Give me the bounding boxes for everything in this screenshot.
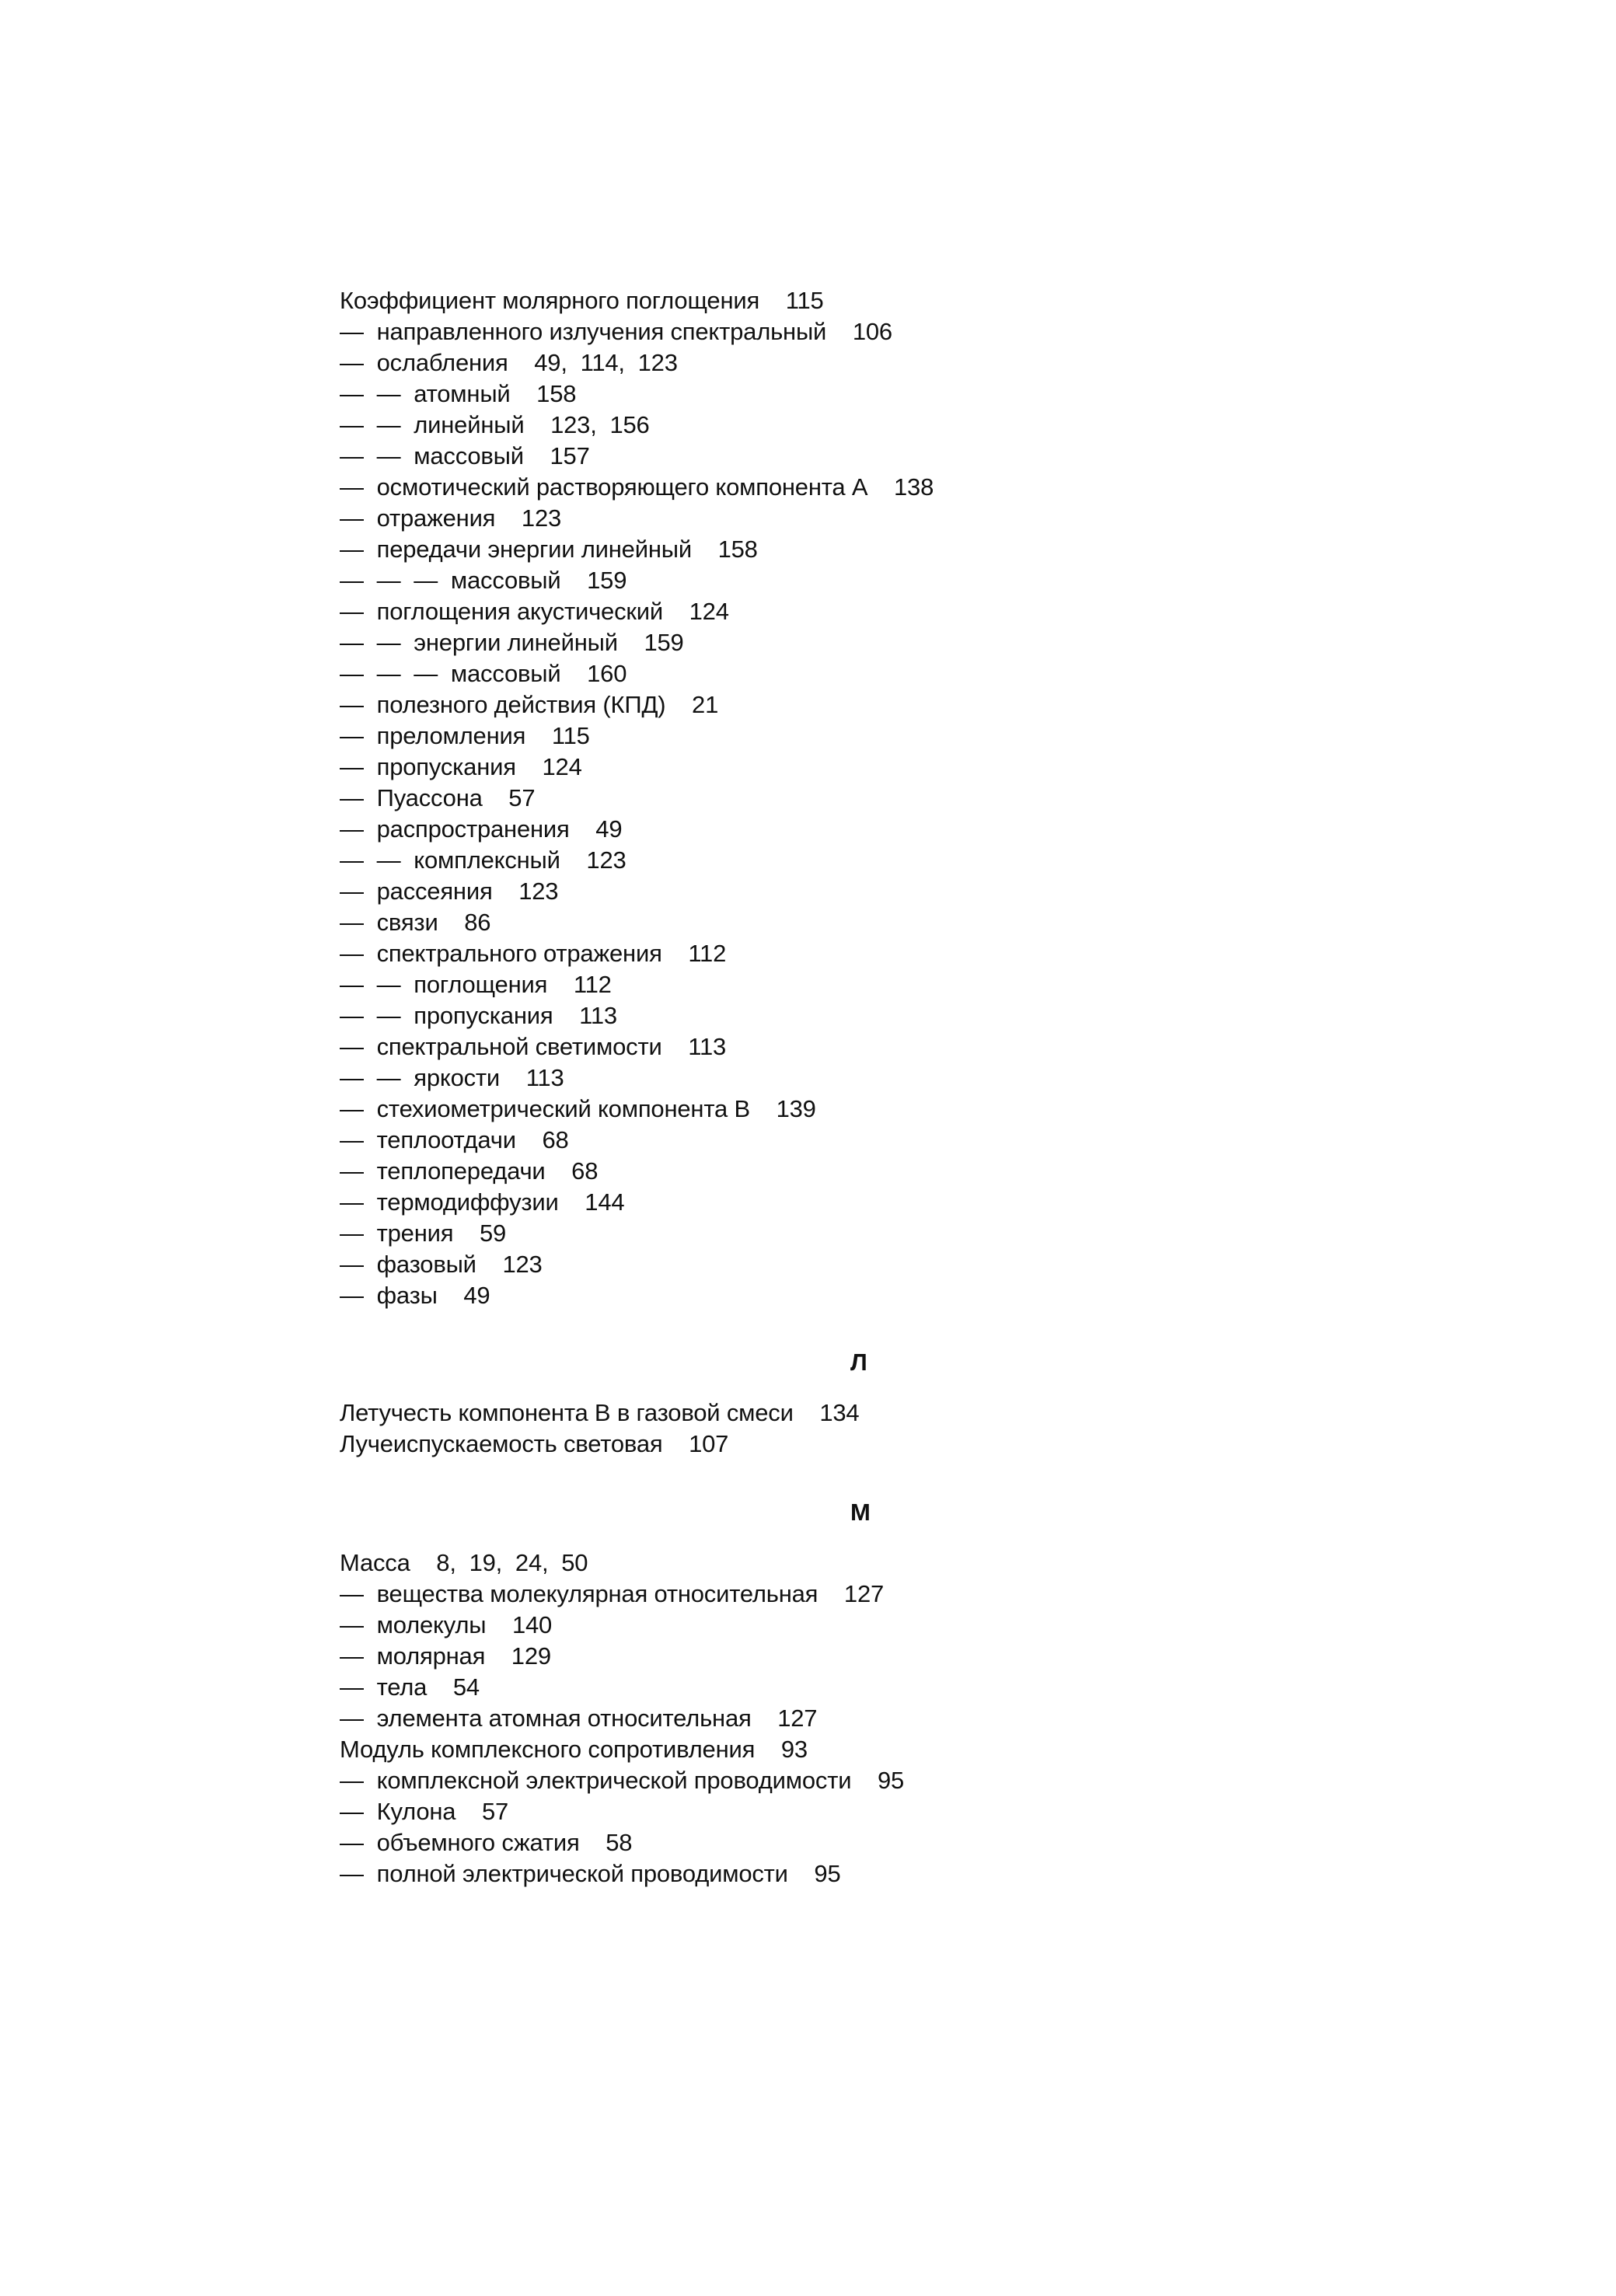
index-entry: — фазовый 123 [340, 1251, 543, 1278]
index-section-k [340, 285, 1350, 1311]
index-entry: — осмотический растворяющего компонента А 138 [340, 473, 934, 501]
index-entry: — распространения 49 [340, 815, 623, 843]
index-entry: — — пропускания 113 [340, 1002, 617, 1029]
index-entry: — полной электрической проводимости 95 [340, 1860, 841, 1887]
index-entry: — передачи энергии линейный 158 [340, 536, 758, 563]
index-entry: Коэффициент молярного поглощения 115 [340, 287, 824, 314]
section-letter: М [850, 1499, 871, 1526]
index-entry: Лучеиспускаемость световая 107 [340, 1430, 729, 1457]
index-entry: — молекулы 140 [340, 1611, 553, 1638]
index-entry: — фазы 49 [340, 1282, 490, 1309]
index-entry: — Кулона 57 [340, 1798, 509, 1825]
index-entry: — молярная 129 [340, 1642, 551, 1670]
index-entry: — поглощения акустический 124 [340, 598, 729, 625]
index-entry: Летучесть компонента В в газовой смеси 134 [340, 1399, 860, 1426]
index-entry: — теплопередачи 68 [340, 1157, 599, 1185]
index-entry: — спектрального отражения 112 [340, 940, 727, 967]
index-entry: — преломления 115 [340, 722, 590, 749]
index-entry: — стехиометрический компонента В 139 [340, 1095, 816, 1122]
index-entry: — пропускания 124 [340, 753, 582, 780]
index-entry: — отражения 123 [340, 504, 562, 532]
index-entry: — — — массовый 159 [340, 567, 627, 594]
index-entry: — — атомный 158 [340, 380, 577, 407]
section-letter: Л [850, 1349, 867, 1376]
index-entry: Модуль комплексного сопротивления 93 [340, 1736, 808, 1763]
index-entry: — тела 54 [340, 1673, 480, 1701]
index-entry: — спектральной светимости 113 [340, 1033, 727, 1060]
index-entry: — — энергии линейный 159 [340, 629, 684, 656]
index-entry: — объемного сжатия 58 [340, 1829, 633, 1856]
index-entry: — — яркости 113 [340, 1064, 564, 1091]
index-entry: — комплексной электрической проводимости 95 [340, 1767, 905, 1794]
index-section-m [340, 1548, 1350, 1889]
index-entry: — вещества молекулярная относительная 127 [340, 1580, 885, 1607]
index-entry: — — — массовый 160 [340, 660, 627, 687]
index-entry: — термодиффузии 144 [340, 1188, 625, 1216]
index-entry: — рассеяния 123 [340, 878, 559, 905]
index-entry: — связи 86 [340, 909, 491, 936]
index-entry: Масса 8, 19, 24, 50 [340, 1549, 588, 1576]
index-entry: — Пуассона 57 [340, 784, 536, 811]
index-entry: — ослабления 49, 114, 123 [340, 349, 678, 376]
index-entry: — направленного излучения спектральный 106 [340, 318, 892, 345]
index-entry: — полезного действия (КПД) 21 [340, 691, 719, 718]
index-entry: — — линейный 123, 156 [340, 411, 650, 438]
index-entry: — — массовый 157 [340, 442, 590, 469]
index-entry: — элемента атомная относительная 127 [340, 1705, 818, 1732]
index-entry: — — комплексный 123 [340, 846, 627, 874]
index-entry: — трения 59 [340, 1220, 507, 1247]
index-entry: — — поглощения 112 [340, 971, 612, 998]
index-section-l [340, 1397, 1350, 1460]
index-entry: — теплоотдачи 68 [340, 1126, 569, 1153]
